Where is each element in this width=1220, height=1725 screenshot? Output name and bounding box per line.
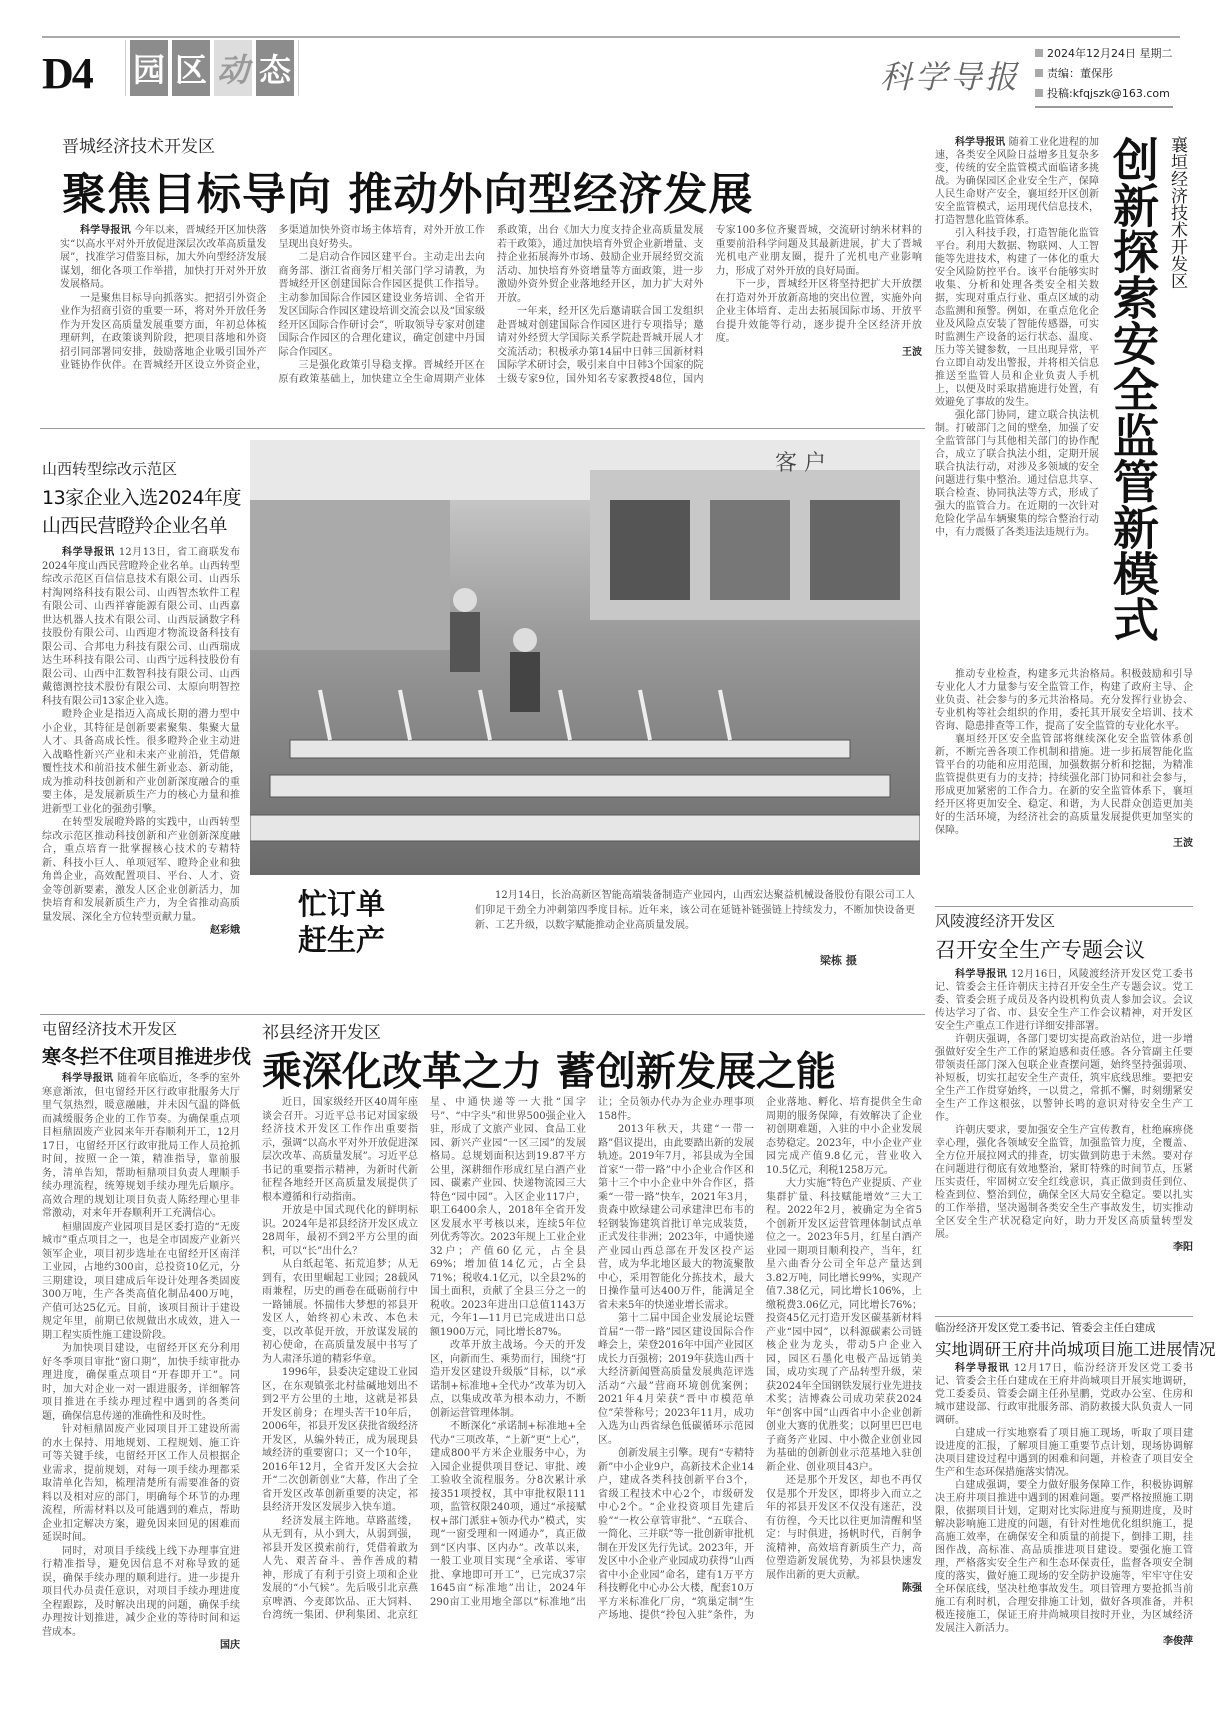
paragraph: 二是启动合作园区建平台。主动走出去向商务部、浙江省商务厅相关部门学习请教，为晋城经开区创建国际合作园区提供工作指导。主动参加国际合作园区建设业务培训、全省开发区国际合作园区建设培训交流会以及“国家级经开区国际合作研讨会”，听取领导专家对创建国际合作园区的合理化建议，确定创建中丹国际合作园区。 [278, 252, 485, 358]
paragraph: 第十二届中国企业发展论坛暨首届“一带一路”园区建设国际合作峰会上，荣登2016年中国产业园区成长力百强榜；2019年获选山西十大经济新闻暨高质量发展典范评选活动“六最”营商环境创优案例；2021年4月荣获“晋中市模范单位”荣誉称号；2023年11月，成功入选为山西省绿色低碳循环示范园区。 [598, 1313, 754, 1446]
article-body [935, 1362, 1193, 1648]
paragraph-text: 随着年底临近，冬季的室外寒意渐浓，但屯留经开区行政审批服务大厅里气氛热烈，暖意融融，并未因气温的降低而减缓服务企业的工作节奏。为确保重点项目桓鼎固废产业园来年开春顺利开工，12月17日，屯留经开区行政审批局工作人员抢抓时间，按照一企一策，精准指导，靠前服务，清单告知，帮助桓鼎项目负责人理顺手续办理流程，统筹规划手续办理先后顺序。高效合理的规划让项目负责人陈经理心里非常激动，对来年开春顺利开工充满信心。 [42, 1073, 240, 1219]
article-body [60, 224, 922, 386]
paragraph: 从白纸起笔、拓荒追梦；从无到有，农田里崛起工业园；28载风雨兼程，历史的画卷在砥砺前行中一路铺展。怀揣伟大梦想的祁县开发区人，始终初心未改、本色未变，以改革促开放，开放谋发展的初心使命，在高质量发展中书写了为人肃泽乐道的精彩华章。 [262, 1259, 418, 1365]
byline: 李俊萍 [1163, 1636, 1193, 1647]
article-headline: 召开安全生产专题会议 [935, 938, 1145, 962]
article-body [935, 668, 1193, 850]
paragraph [935, 968, 1193, 1033]
paragraph: 在转型发展瞪羚路的实践中，山西转型综改示范区推动科技创新和产业创新深度融合，重点培育一批掌握核心技术的专精特新、科技小巨人、单项冠军、瞪羚企业和独角兽企业，高效配置项目、平台、人才、资金等创新要素，激发人区企业创新活力，加快培育和发展新质生产力，为全省推动高质量发展、深化全方位转型贡献力量。 [42, 817, 240, 923]
article-kicker: 山西转型综改示范区 [42, 460, 178, 478]
article-body [935, 968, 1193, 1254]
factory-photo [250, 440, 920, 875]
paragraph: 还是那个开发区，却也不再仅仅是那个开发区，即将步入而立之年的祁县开发区不仅没有迷茫，没有彷徨，今天比以往更加清醒和坚定：与时俱进，扬帆时代，百舸争流精神，高效培育新质生产力，高位塑造新发展优势，为祁县快速发展作出新的更大贡献。 [766, 1475, 922, 1581]
paragraph: 强化部门协同，建立联合执法机制。打破部门之间的壁垒，加强了安全监管部门与其他相关部门的协作配合，成立了联合执法小组，定期开展联合执法行动，对涉及多领域的安全问题进行集中整治。通过信息共享、联合检查、协同执法等方式，形成了强大的监管合力。在近期的一次针对危险化学品车辆聚集的综合整治行动中，有力震慑了各类违法违规行为。 [935, 410, 1099, 538]
photo-caption: 12月14日，长治高新区智能高端装备制造产业园内，山西宏达聚益机械设备股份有限公司工人们卯足干劲全力冲刺第四季度目标。近年来，该公司在延链补链强链上持续发力，不断加快设备更新、工艺升级，以数字赋能推动企业高质量发展。 [475, 890, 915, 931]
photo-title [298, 886, 385, 958]
headline-line: 13家企业入选2024年度 [42, 487, 242, 509]
paragraph [935, 1362, 1193, 1427]
paragraph-text: 随着工业化进程的加速，各类安全风险日益增多且复杂多变，传统的安全监管模式面临诸多挑战。为确保园区企业安全生产，保障人民生命财产安全，襄垣经开区创新安全监管模式，运用现代信息技术，打造智慧化监管体系。 [935, 137, 1099, 226]
paragraph: 许朝庆要求，要加强安全生产宣传教育，杜绝麻痹侥幸心理，强化各领域安全监管，加强监管力度，全覆盖、全方位开展拉网式的排查，切实做到防患于未然。要对存在问题进行彻底有效地整治，紧盯特殊的时间节点，压紧压实责任，牢固树立安全红线意识，真正做到责任到位、检查到位、整治到位，确保全区大局安全稳定。要以扎实的工作举措，坚决遏制各类安全生产事故发生，切实推动全区安全生产状况稳定向好，助力开发区高质量转型发展。 [935, 1125, 1193, 1240]
divider [935, 1316, 1193, 1317]
paragraph: 白建成强调，要全力做好服务保障工作，积极协调解决王府井项目推进中遇到的困难问题。要严格按照施工期限，依据项目计划，定期对比实际进度与预期进度，及时解决影响施工进度的问题，有针对性地优化组织施工，提高施工效率，在确保安全和质量的前提下，倒排工期，挂图作战，高标准、高品质推进项目建设。要强化施工管理，严格落实安全生产和生态环保责任，监督各项安全制度的落实，做好施工现场的安全防护设施等，牢牢守住安全环保底线，坚决杜绝事故发生。项目管理方要抢抓当前施工有利时机，合理安排施工计划，做好各项准备，并积极连接施工，保证王府井尚城项目按时开业，为区域经济发展注入新活力。 [935, 1480, 1193, 1634]
paragraph: 2013年秋天，共建“一带一路”倡议提出，由此要踏出新的发展轨迹。2019年7月，祁县成为全国首家“一带一路”中小企业合作区和第十三个中小企业中外合作区，搭乘“一带一路”快车，2021年3月，贵森中欧绿建公司承建津巴布韦的轻钢装饰建筑首批订单完成装货，正式发往非洲；2023年，中通快递产业园山西总部在开发区投产运营，成为华北地区最大的物流聚散中心，采用智能化分拣技术，最大日操作量可达400万件，能满足全省未来5年的快递业增长需求。 [598, 1124, 754, 1311]
paragraph: 针对桓鼎固废产业园项目开工建设所需的水土保持、用地规划、工程规划、施工许可等关键手续，屯留经开区工作人员根据企业需求，提前规划，对每一项手续办理都采取清单化告知，梳理清楚所有需要准备的资料以及相对应的部门，明确每个环节的办理流程，所需材料以及可能遇到的难点，帮助企业扣定解决方案，避免因来回见的困难而延误时间。 [42, 1424, 240, 1543]
paragraph-text: 12月13日，省工商联发布2024年度山西民营瞪羚企业名单。山西转型综改示范区百信信息技术有限公司、山西乐村淘网络科技有限公司、山西智杰软件工程有限公司、山西祥睿能源有限公司、山西嘉世达机器人技术有限公司、山西辰涵数字科技股份有限公司、山西迎才物流设备科技有限公司、合邦电力科技有限公司、山西瑞成达生环科技有限公司、山西宁远科技股份有限公司、山西中汇数智科技有限公司、山西戴德测控技术股份有限公司、太原向明智控科技有限公司13家企业入选。 [42, 547, 241, 707]
article-kicker: 临汾经济开发区党工委书记、管委会主任白建成 [935, 1322, 1156, 1334]
photo-sign: 客 户 [775, 451, 826, 476]
photo-title-line: 忙订单 [298, 887, 386, 921]
article-body [42, 1072, 240, 1653]
paragraph: 近日，国家级经开区40周年座谈会召开。习近平总书记对国家级经济技术开发区工作作出重要指示，强调“以高水平对外开放促进深层次改革、高质量发展”。习近平总书记的重要指示精神，为新时代新征程各地经开区高质量发展提供了根本遵循和行动指南。 [262, 1097, 418, 1203]
paragraph: 桓鼎固废产业园项目是区委打造的“无废城市”重点项目之一，也是全市固废产业新兴领军企业，项目初步选址在屯留经开区南洋工业园，占地约300亩，总投资10亿元，分三期建设，项目建成后年设计处理各类固废300万吨，生产各类高值化制品400万吨，产值可达25亿元。目前，该项目预计于建设规定年里，前期已依规做出水成效，进入一期工程实质性施工建设阶段。 [42, 1221, 240, 1341]
paragraph: 一年来，经开区先后邀请联合国工发组织赴晋城对创建国际合作园区进行专项指导；邀请对外经贸大学国际关系学院赴晋城开展人才交流活动；积极承办第14届中日韩三国新材料国际学术研讨会，吸引来自中日韩3个国家的院士级专家9位，国外知名专家教授48位，国内专家100多位齐聚晋城，交流研讨纳米材料的重要前沿科学问题及其最新进展，扩大了晋城光机电产业朋友圈，提升了光机电产业影响力，形成了对外开放的良好局面。 [497, 225, 922, 385]
article-headline [42, 484, 241, 540]
paragraph-text: 今年以来，晋城经开区加快落实“以高水平对外开放促进深层次改革高质量发展”，找准学习借鉴目标，加大外向型经济发展谋划，细化各项工作举措，加快打开对外开放发展格局。 [60, 225, 267, 290]
article-headline: 实地调研王府井尚城项目施工进展情况 [935, 1340, 1216, 1359]
photo-credit: 梁栋 摄 [820, 954, 857, 967]
byline: 李阳 [1173, 1242, 1193, 1253]
article-body [42, 546, 240, 938]
article-headline: 创新探索安全监管新模式 [1106, 136, 1160, 642]
divider [40, 428, 925, 429]
paragraph: 开放是中国式现代化的鲜明标识。2024年是祁县经济开发区成立28周年，最初不到2平方公里的面积，可以“长”出什么？ [262, 1205, 418, 1257]
section-char: 区 [172, 40, 210, 96]
section-char: 态 [256, 40, 294, 96]
paragraph [935, 136, 1099, 227]
paragraph: 经济发展主阵地。草路蓝缕，从无到有，从小到大，从弱到强，祁县开发区摸索前行，凭借着敢为人先、艰苦奋斗、善作善成的精神，形成了有利于引资上项和企业发展的“小气候”。先后吸引北京燕京啤酒、今麦郎饮品、正大饲料、台湾统一集团、伊利集团、北京红星、中通快递等一大批“国字号”、“中字头”和世界500强企业入驻，形成了文旅产业园、食品工业园、新兴产业园“一区三园”的发展格局。总规划面积达到19.87平方公里，深耕细作形成红星白酒产业园、碳素产业园、快递物流园三大特色“园中园”。入区企业117户，职工6400余人，2018年全省开发区发展水平考核以来，连续5年位列优秀等次。2023年规上工业企业32户；产值60亿元，占全县69%；增加值14亿元，占全县71%；税收4.1亿元，以全县2%的国土面积，贡献了全县三分之一的税收。2023年进出口总值1143万元，今年1—11月已完成进出口总额1900万元，同比增长87%。 [262, 1097, 586, 1621]
paragraph: 三是强化政策引导稳支撑。晋城经开区在原有政策基础上，加快建立全生命周期产业体系政策，出台《加大力度支持企业高质量发展若干政策》，通过加快培育外贸企业新增量、支持企业拓展海外市场、鼓励企业开展经贸交流活动、加快培育外资增量等方面政策，进一步激励外资外贸企业落地经开区，加力扩大对外开放。 [278, 225, 704, 385]
lead-tag: 科学导报讯 [62, 1073, 118, 1084]
newspaper-logo: 科学导报 [880, 58, 1021, 96]
article-headline: 聚焦目标导向 推动外向型经济发展 [62, 169, 754, 220]
issue-meta [1035, 44, 1173, 108]
article-headline: 乘深化改革之力 蓄创新发展之能 [262, 1048, 836, 1095]
byline: 国庆 [220, 1640, 240, 1651]
paragraph [42, 546, 240, 708]
paragraph [60, 224, 267, 292]
section-title [125, 40, 299, 96]
article-headline: 寒冬拦不住项目推进步伐 [42, 1046, 252, 1068]
paragraph: 1996年，县委决定建设工业园区，在东观镇张北村盐碱地划出不到2平方公里的土地，这就是祁县开发区前身；在埋头苦干10年后，2006年，祁县开发区获批省级经济开发区，从编外转正，成为展现县域经济的重要窗口；又一个10年，2016年12月，全省开发区大会拉开“二次创新创业”大幕，作出了全省开发区改革创新重要的决定，祁县经济开发区发展步入快车道。 [262, 1367, 418, 1513]
header-rule [42, 36, 1180, 38]
lead-tag: 科学导报讯 [80, 225, 135, 236]
paragraph: 大力实施“特色产业提质、产业集群扩量、科技赋能增效”三大工程。2022年2月，被确定为全省5个创新开发区运营管理体制试点单位之一。2023年5月，红星白酒产业园一期项目顺利投产，当年，红星六曲香分公司全年总产量达到3.82万吨，同比增长99%，实现产值7.38亿元，同比增长106%，上缴税费3.06亿元，同比增长76%；投资45亿元打造开发区碳基新材料产业“园中园”，以科源碳素公司链核企业为龙头，带动5户企业入园，园区石墨化电极产品远销美国，成功实现了产品转型升级，荣获2024年全国钢铁发展行业先进技术奖；洁博森公司成功荣获2024年“创客中国”山西省中小企业创新创业大赛的优胜奖；以阿里巴巴电子商务产业园、中小微企业创业园为基础的创新创业示范基地入驻创新企业、创业项目43户。 [766, 1178, 922, 1473]
article-body [262, 1096, 922, 1623]
divider [40, 1014, 925, 1015]
submission-email: 投稿:kfqjszk@163.com [1035, 84, 1173, 104]
paragraph: 引入科技手段，打造智能化监管平台。利用大数据、物联网、人工智能等先进技术，构建了一体化的重大安全风险防控平台。该平台能够实时收集、分析和处理各类安全相关数据，实现对重点行业、重点区域的动态监测和预警。例如，在重点危化企业及风险点安装了智能传感器，可实时监测生产设备的运行状态、温度、压力等关键参数，一旦出现异常，平台立即自动发出警报，并将相关信息推送至监管人员和企业负责人手机上，以便及时采取措施进行处置，有效避免了事故的发生。 [935, 228, 1099, 408]
article-kicker: 襄垣经济技术开发区 [1167, 136, 1187, 289]
article-kicker: 风陵渡经济开发区 [935, 912, 1056, 930]
issue-date: 2024年12月24日 星期二 [1035, 44, 1173, 64]
photo-title-line: 赶生产 [298, 923, 386, 957]
article-kicker: 晋城经济技术开发区 [62, 137, 215, 157]
headline-line: 山西民营瞪羚企业名单 [42, 515, 228, 537]
paragraph: 襄垣经开区安全监管部将继续深化安全监管体系创新，不断完善各项工作机制和措施。进一步拓展智能化监管平台的功能和应用范围，加强数据分析和挖掘，为精准监管提供更有力的支持；持续强化部门协同和社会参与，形成更加紧密的工作合力。在新的安全监管体系下，襄垣经开区将更加安全、稳定、和谐，为人民群众创造更加美好的生活环境，为经济社会的高质量发展提供更加坚实的保障。 [935, 734, 1193, 836]
page-number: D4 [42, 49, 92, 98]
lead-tag: 科学导报讯 [955, 137, 1009, 148]
paragraph: 一是聚焦目标导向抓落实。把招引外资企业作为招商引资的重要一环，将对外开放任务作为开发区高质量发展重要方面，年初总体梳理研判，在政策谈判阶段，把项目落地和外资招引同部署同安排，鼓励落地企业吸引国外产业链协作伙伴。在晋城经开区设立外资企业，多渠道加快外资市场主体培育，对外开放工作呈现出良好势头。 [60, 225, 485, 371]
section-char: 园 [130, 40, 168, 96]
photo-image [250, 440, 920, 875]
article-kicker: 屯留经济技术开发区 [42, 1020, 178, 1038]
paragraph: 创新发展主引擎。现有“专精特新”中小企业9户，高新技术企业14户，建成各类科技创新平台3个，省级工程技术中心2个，市级研发中心2个。“企业投资项目先建后验”“一枚公章管审批”、“五联合、一简化、三并联”等一批创新审批机制在开发区先行先试。2023年，开发区中小企业产业园成功获得“山西省中小企业园”命名，建有1万平方科技孵化中心办公大楼，配套10万平方米标准化厂房，“筑巢定制”生产场地、提供“拎包入驻”条件，为企业落地、孵化、培育提供全生命周期的服务保障，有效解决了企业初创期难题，入驻的中小企业发展态势稳定。2023年，中小企业产业园完成产值9.8亿元，营业收入10.5亿元，利税1258万元。 [598, 1097, 922, 1621]
byline: 陈强 [902, 1583, 922, 1594]
paragraph: 许朝庆强调，各部门要切实提高政治站位，进一步增强做好安全生产工作的紧迫感和责任感。各分管副主任要带领责任部门深入包联企业查摆问题，始终坚持强弱项、补短板，切实扛起安全生产责任，筑牢底线思维。要把安全生产工作贯穿始终，一以贯之，常抓不懈，时刻绷紧安全生产工作这根弦，以警钟长鸣的意识对待安全生产工作。 [935, 1034, 1193, 1123]
byline: 王波 [902, 346, 922, 358]
paragraph: 不断深化“承诺制+标准地+全代办”三项改革，“上新”更“上心”，建成800平方米企业服务中心，为入园企业提供项目登记、审批、竣工验收全流程服务。分8次累计承接351项授权，其中审批权限111项，监管权限240项，通过“承接赋权+部门派驻+领办代办”模式，实现“一窗受理和一网通办”，真正做到“区内事、区内办”。改革以来，一般工业项目实现“全承诺、零审批、拿地即可开工”，已完成37宗1645亩“标准地”出让，2024年290亩工业用地全部以“标准地”出让；全员领办代办为企业办理事项158件。 [430, 1097, 754, 1608]
paragraph-text: 12月17日，临汾经济开发区党工委书记、管委会主任白建成在王府井尚城项目开展实地调研，党工委委员、管委会副主任孙星鹏，党政办公室、住房和城市建设部、行政审批服务部、消防救援大队负责人一同调研。 [935, 1363, 1194, 1426]
divider [935, 906, 1193, 907]
paragraph: 下一步，晋城经开区将坚持把扩大开放摆在打造对外开放新高地的突出位置，实施外向企业主体培育、走出去拓展国际市场、开放平台提升效能等行动，逐步提升全区经济开放度。 [715, 279, 922, 344]
paragraph-text: 12月16日，风陵渡经济开发区党工委书记、管委会主任许朝庆主持召开安全生产专题会议。党工委、管委会班子成员及各内设机构负责人参加会议。会议传达学习了省、市、县安全生产工作会议精神，对开发区安全生产重点工作进行详细安排部署。 [935, 969, 1193, 1032]
editor: 责编：董保彤 [1035, 64, 1173, 84]
lead-tag: 科学导报讯 [955, 1363, 1014, 1374]
byline: 赵彩娥 [210, 925, 240, 936]
paragraph: 瞪羚企业是指迈入高成长期的潜力型中小企业，其特征是创新要素聚集、集聚大量人才、具备高成长性。很多瞪羚企业主动进入战略性新兴产业和未来产业前沿，凭借颠覆性技术和前沿技术催生新业态、新动能，成为推动科技创新和产业创新深度融合的重要主体，是发展新质生产力的核心力量和推进新型工业化的强劲引擎。 [42, 709, 240, 815]
paragraph: 为加快项目建设，屯留经开区充分利用好冬季项目审批“窗口期”，加快手续审批办理进度，确保重点项目“开春即开工”。同时，加大对企业一对一跟进服务，详细解答项目推进在手续办理过程中遇到的各类问题，确保信息传递的准确性和及时性。 [42, 1343, 240, 1422]
paragraph: 白建成一行实地察看了项目施工现场，听取了项目建设进度的汇报，了解项目施工重要节点计划，现场协调解决项目建设过程中遇到的困难和问题，并检查了项目安全生产和生态环保措施落实情况。 [935, 1428, 1193, 1478]
article-body [935, 136, 1099, 539]
section-char: 动 [214, 40, 252, 96]
paragraph [42, 1072, 240, 1221]
paragraph: 同时，对项目手续线上线下办理事宜进行精准指导，避免因信息不对称导致的延误，确保手续办理的顺利进行。进一步提升项目代办员责任意识，对项目手续办理进度全程跟踪，及时解决出现的问题，确保手续办理按计划推进，减少企业的等待时间和运营成本。 [42, 1545, 240, 1638]
lead-tag: 科学导报讯 [62, 547, 119, 558]
paragraph: 推动专业检查，构建多元共治格局。积极鼓励和引导专业化人才力量参与安全监管工作，构建了政府主导、企业负责、社会参与的多元共治格局。充分发挥行业协会、专业机构等社会组织的作用，委托其开展安全培训、技术咨询、隐患排查等工作，提高了安全监管的专业化水平。 [935, 669, 1193, 732]
lead-tag: 科学导报讯 [955, 969, 1011, 980]
paragraph: 改革开放主战场。今天的开发区，向新而生、乘势而行，围绕“打造开发区建设升级版”目标，以“承诺制+标准地+全代办”改革为切入点，以集成改革为根本动力，不断创新运营管理体制。 [430, 1340, 586, 1419]
article-kicker: 祁县经济开发区 [262, 1023, 381, 1043]
byline: 王波 [1173, 838, 1193, 849]
